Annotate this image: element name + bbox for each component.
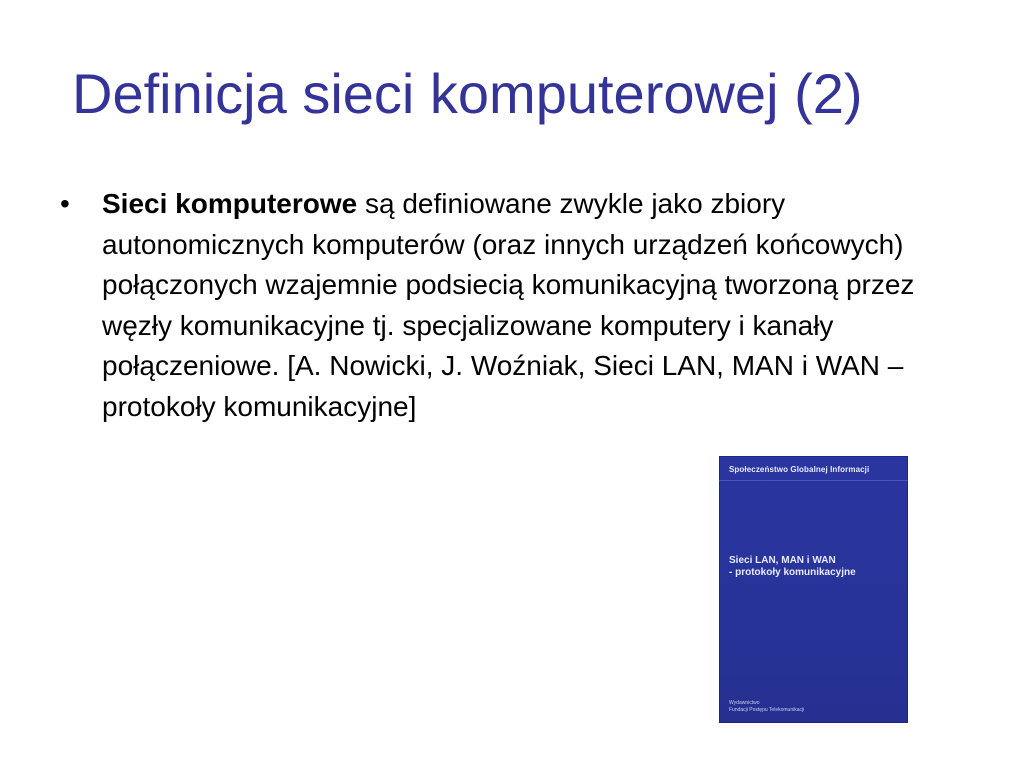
book-cover-image [719,456,908,723]
bullet-bold-term: Sieci komputerowe [102,188,358,219]
book-cover-title-line2: - protokoły komunikacyjne [729,567,856,578]
book-cover-publisher-line2: Fundacji Postępu Telekomunikacji [729,707,805,713]
book-cover-series: Społeczeństwo Globalnej Informacji [729,465,870,474]
book-cover-publisher-line1: Wydawnictwo [729,700,760,706]
bullet-text [102,184,960,427]
bullet-marker: • [60,188,70,219]
bullet-list [60,184,960,427]
book-cover-title [729,555,904,579]
book-cover-title-line1: Sieci LAN, MAN i WAN [729,555,836,566]
bullet-item [60,184,960,427]
book-cover-publisher [729,700,904,714]
bullet-body: są definiowane zwykle jako zbiory autonomicznych komputerów (oraz innych urządzeń końcowych) połączonych wzajemnie podsiecią komunikacyjną tworzoną przez węzły komunikacyjne tj. specjalizowane komputery i kanały połączeniowe. [A. Nowicki, J. Woźniak, Sieci LAN, MAN i WAN – protokoły komunikacyjne] [102,188,915,422]
slide-title: Definicja sieci komputerowej (2) [72,62,863,125]
book-cover-divider [719,480,908,481]
